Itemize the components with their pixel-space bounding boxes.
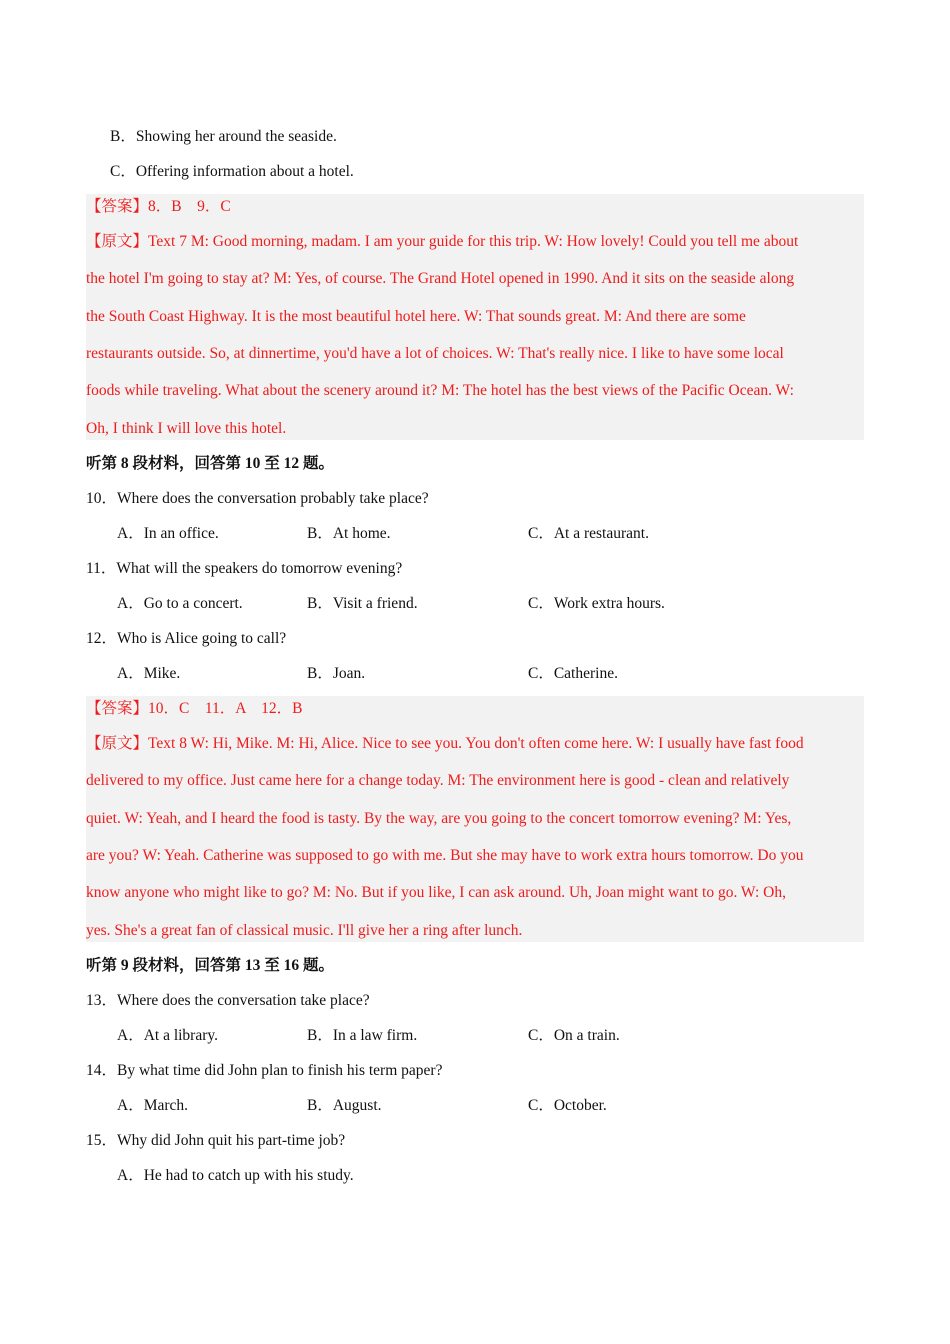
option-a: A．Mike. <box>117 665 181 682</box>
question-10: 10．Where does the conversation probably take place? <box>86 490 429 507</box>
option-b: B．In a law firm. <box>307 1027 418 1044</box>
prev-option-b: B．Showing her around the seaside. <box>110 128 337 145</box>
transcript-line: delivered to my office. Just came here for a change today. M: The environment here is good - clean and relatively <box>86 772 790 789</box>
answer-key: 【答案】10．C 11．A 12．B <box>86 700 303 717</box>
section-heading-8: 听第 8 段材料，回答第 10 至 12 题。 <box>86 455 335 472</box>
option-a: A．He had to catch up with his study. <box>117 1167 354 1184</box>
transcript-line: Oh, I think I will love this hotel. <box>86 420 287 437</box>
transcript-line: are you? W: Yeah. Catherine was supposed to go with me. But she may have to work extra hours tomorrow. Do you <box>86 847 804 864</box>
transcript-line: know anyone who might like to go? M: No. But if you like, I can ask around. Uh, Joan might want to go. W: Oh, <box>86 884 786 901</box>
question-15: 15．Why did John quit his part-time job? <box>86 1132 346 1149</box>
option-b: B．Joan. <box>307 665 366 682</box>
option-c: C．Work extra hours. <box>528 595 665 612</box>
transcript-line: quiet. W: Yeah, and I heard the food is tasty. By the way, are you going to the concert tomorrow evening? M: Yes, <box>86 810 792 827</box>
option-a: A．March. <box>117 1097 189 1114</box>
option-c: C．At a restaurant. <box>528 525 649 542</box>
transcript-line: 【原文】Text 8 W: Hi, Mike. M: Hi, Alice. Nice to see you. You don't often come here. W: I usually have fast food <box>86 735 804 752</box>
answer-key: 【答案】8．B 9．C <box>86 198 231 215</box>
question-14: 14．By what time did John plan to finish his term paper? <box>86 1062 443 1079</box>
section-heading-9: 听第 9 段材料，回答第 13 至 16 题。 <box>86 957 335 974</box>
answer-box-text7 <box>86 194 864 440</box>
answer-box-text8 <box>86 696 864 942</box>
option-c: C．October. <box>528 1097 607 1114</box>
question-11: 11．What will the speakers do tomorrow evening? <box>86 560 403 577</box>
transcript-line: the hotel I'm going to stay at? M: Yes, of course. The Grand Hotel opened in 1990. And it sits on the seaside along <box>86 270 795 287</box>
transcript-line: the South Coast Highway. It is the most beautiful hotel here. W: That sounds great. M: And there are some <box>86 308 746 325</box>
option-c: C．Catherine. <box>528 665 618 682</box>
option-a: A．At a library. <box>117 1027 219 1044</box>
transcript-line: restaurants outside. So, at dinnertime, you'd have a lot of choices. W: That's really nice. I like to have some local <box>86 345 784 362</box>
transcript-line: 【原文】Text 7 M: Good morning, madam. I am your guide for this trip. W: How lovely! Could you tell me about <box>86 233 799 250</box>
option-a: A．In an office. <box>117 525 219 542</box>
option-b: B．August. <box>307 1097 382 1114</box>
option-b: B．At home. <box>307 525 391 542</box>
option-a: A．Go to a concert. <box>117 595 243 612</box>
transcript-line: foods while traveling. What about the scenery around it? M: The hotel has the best views of the Pacific Ocean. W: <box>86 382 794 399</box>
option-c: C．On a train. <box>528 1027 620 1044</box>
option-b: B．Visit a friend. <box>307 595 418 612</box>
question-13: 13．Where does the conversation take place? <box>86 992 370 1009</box>
prev-option-c: C．Offering information about a hotel. <box>110 163 354 180</box>
transcript-line: yes. She's a great fan of classical music. I'll give her a ring after lunch. <box>86 922 523 939</box>
question-12: 12．Who is Alice going to call? <box>86 630 287 647</box>
